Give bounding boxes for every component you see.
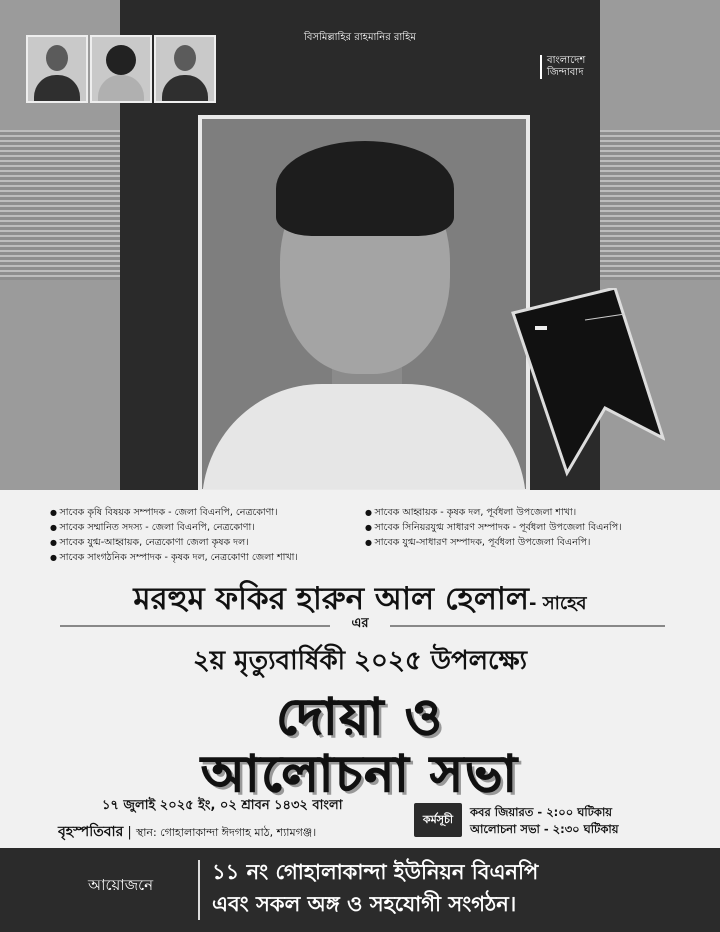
list-item: ● সাবেক কৃষি বিষয়ক সম্পাদক - জেলা বিএনপি, নেত্রকোণা।	[50, 505, 365, 520]
slogan-line-1: বাংলাদেশ	[547, 55, 586, 66]
organizer-line-2: এবং সকল অঙ্গ ও সহযোগী সংগঠন।	[212, 892, 517, 916]
deceased-portrait	[198, 115, 530, 490]
designations-right	[365, 505, 695, 550]
slogan-line-2: জিন্দাবাদ	[547, 67, 584, 78]
list-item: ● সাবেক যুগ্ম-সাধারণ সম্পাদক, পূর্বধলা উপজেলা বিএনপি।	[365, 535, 695, 550]
organizer-footer	[0, 848, 720, 932]
designations-left	[50, 505, 365, 565]
leader-photo-2	[90, 35, 152, 103]
bismillah-text: বিসমিল্লাহির রাহমানির রাহিম	[304, 32, 416, 43]
slogan-text	[540, 55, 585, 79]
event-date: ১৭ জুলাই ২০২৫ ইং, ০২ শ্রাবন ১৪৩২ বাংলা	[102, 798, 343, 813]
list-item: ● সাবেক যুগ্ম-আহ্বায়ক, নেত্রকোণা জেলা কৃষক দল।	[50, 535, 365, 550]
schedule	[470, 804, 618, 838]
event-day-venue: বৃহস্পতিবার | স্থান: গোহালাকান্দা ঈদগাহ মাঠ, শ্যামগঞ্জ।	[58, 824, 317, 840]
program-label: কর্মসূচী	[414, 803, 462, 837]
mourning-ribbon-icon	[505, 288, 665, 478]
footer-divider	[198, 860, 200, 920]
event-title-1: দোয়া ও	[276, 687, 444, 746]
name-suffix: - সাহেব	[529, 593, 587, 614]
leader-photo-1	[26, 35, 88, 103]
event-title-2: আলোচনা সভা	[201, 744, 519, 803]
stripe-band-left	[0, 130, 120, 280]
organizer-line-1: ১১ নং গোহালাকান্দা ইউনিয়ন বিএনপি	[212, 860, 539, 884]
event-venue: স্থান: গোহালাকান্দা ঈদগাহ মাঠ, শ্যামগঞ্জ।	[135, 826, 317, 839]
schedule-item: আলোচনা সভা - ২:৩০ ঘটিকায়	[470, 822, 619, 836]
list-item: ● সাবেক সম্মানিত সদস্য - জেলা বিএনপি, নেত্রকোণা।	[50, 520, 365, 535]
occasion-text: ২য় মৃত্যুবার্ষিকী ২০২৫ উপলক্ষ্যে	[192, 646, 528, 676]
list-item: ● সাবেক সিনিয়রযুগ্ম সাধারণ সম্পাদক - পূর্বধলা উপজেলা বিএনপি।	[365, 520, 695, 535]
list-item: ● সাবেক আহ্বায়ক - কৃষক দল, পূর্বধলা উপজেলা শাখা।	[365, 505, 695, 520]
leader-photo-3	[154, 35, 216, 103]
leader-photos	[26, 35, 216, 103]
event-day: বৃহস্পতিবার	[58, 824, 124, 840]
stripe-band-right	[600, 130, 720, 280]
er-text: এর	[351, 616, 369, 631]
organizer-label: আয়োজনে	[88, 876, 154, 894]
organizer-names	[212, 856, 538, 920]
schedule-item: কবর জিয়ারত - ২:০০ ঘটিকায়	[470, 805, 613, 819]
deceased-name: মরহুম ফকির হারুন আল হেলাল	[133, 581, 529, 617]
list-item: ● সাবেক সাংগঠনিক সম্পাদক - কৃষক দল, নেত্রকোণা জেলা শাখা।	[50, 550, 365, 565]
